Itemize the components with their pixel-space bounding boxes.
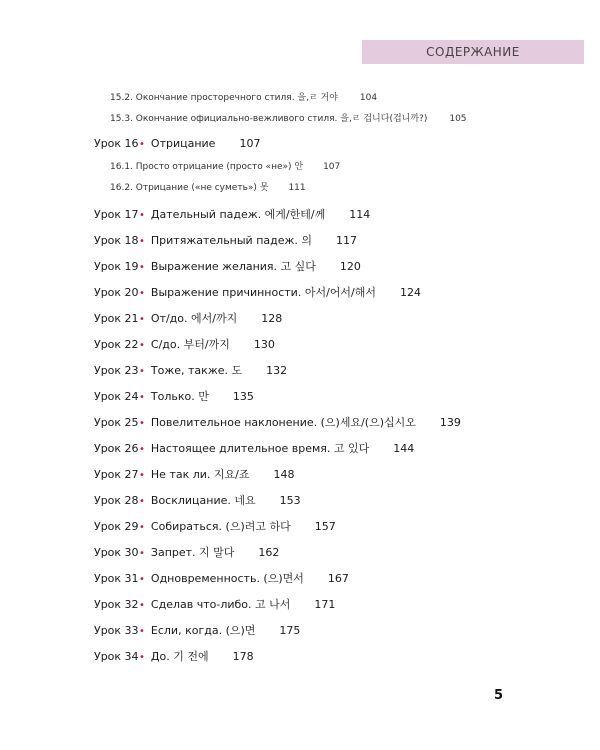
lesson-title: Повелительное наклонение. (으)세요/(으)십시오 [150, 416, 416, 429]
toc-lesson[interactable] [94, 544, 279, 560]
toc-lesson[interactable] [94, 206, 370, 222]
lesson-number: Урок 19 [94, 260, 139, 273]
lesson-page: 124 [400, 286, 421, 299]
lesson-page: 117 [336, 234, 358, 247]
bullet-icon: • [139, 444, 145, 455]
section-header-label: СОДЕРЖАНИЕ [426, 45, 520, 59]
lesson-title: Притяжательный падеж. 의 [150, 234, 313, 247]
lesson-page: 114 [349, 208, 371, 221]
bullet-icon: • [139, 236, 145, 247]
bullet-icon: • [139, 496, 145, 507]
lesson-title: Тоже, также. 도 [150, 364, 243, 377]
subentry-text: 16.1. Просто отрицание (просто «не») 안 [110, 162, 304, 172]
bullet-icon: • [139, 418, 145, 429]
lesson-number: Урок 23 [94, 364, 139, 377]
bullet-icon: • [139, 600, 145, 611]
toc-lesson[interactable] [94, 414, 461, 430]
lesson-page: 128 [261, 312, 283, 325]
bullet-icon: • [139, 340, 145, 351]
lesson-title: Отрицание [150, 137, 216, 150]
lesson-number: Урок 32 [94, 598, 139, 611]
bullet-icon: • [139, 652, 145, 663]
lesson-title: Настоящее длительное время. 고 있다 [150, 442, 370, 455]
toc-lesson[interactable] [94, 336, 275, 352]
toc-subentry[interactable] [110, 159, 340, 172]
lesson-page: 132 [266, 364, 288, 377]
toc-lesson[interactable] [94, 362, 287, 378]
toc-lesson[interactable] [94, 570, 349, 586]
lesson-title: До. 기 전에 [150, 650, 209, 663]
toc-lesson[interactable] [94, 258, 361, 274]
subentry-text: 16.2. Отрицание («не суметь») 못 [110, 183, 269, 193]
lesson-title: Выражение причинности. 아서/어서/해서 [150, 286, 376, 299]
lesson-title: С/до. 부터/까지 [150, 338, 230, 351]
toc-lesson[interactable] [94, 518, 336, 534]
toc-subentry[interactable] [110, 111, 467, 124]
subentry-text: 15.3. Окончание официально-вежливого стиля. 을,ㄹ 겁니다(겁니까?) [110, 114, 428, 124]
lesson-page: 175 [279, 624, 301, 637]
toc-lesson[interactable] [94, 310, 282, 326]
lesson-number: Урок 16 [94, 137, 139, 150]
lesson-title: От/до. 에서/까지 [150, 312, 238, 325]
toc-lesson[interactable] [94, 284, 421, 300]
lesson-page: 162 [258, 546, 280, 559]
lesson-page: 153 [279, 494, 301, 507]
subentry-page: 111 [288, 183, 306, 193]
lesson-page: 139 [439, 416, 461, 429]
bullet-icon: • [139, 626, 145, 637]
toc-lesson[interactable] [94, 232, 357, 248]
page-number: 5 [494, 688, 504, 703]
bullet-icon: • [139, 522, 145, 533]
toc-lesson[interactable] [94, 492, 301, 508]
lesson-page: 144 [393, 442, 415, 455]
toc-lesson[interactable] [94, 388, 254, 404]
lesson-number: Урок 20 [94, 286, 139, 299]
lesson-page: 130 [253, 338, 275, 351]
toc-subentry[interactable] [110, 180, 306, 193]
lesson-number: Урок 28 [94, 494, 139, 507]
lesson-title: Сделав что-либо. 고 나서 [150, 598, 291, 611]
lesson-number: Урок 26 [94, 442, 139, 455]
bullet-icon: • [139, 470, 145, 481]
lesson-number: Урок 30 [94, 546, 139, 559]
lesson-number: Урок 25 [94, 416, 139, 429]
toc-lesson[interactable] [94, 596, 335, 612]
lesson-page: 148 [273, 468, 295, 481]
toc-lesson[interactable] [94, 137, 260, 150]
subentry-page: 105 [449, 114, 467, 124]
bullet-icon: • [139, 314, 145, 325]
toc-lesson[interactable] [94, 466, 295, 482]
toc-lesson[interactable] [94, 440, 414, 456]
lesson-page: 171 [314, 598, 336, 611]
bullet-icon: • [139, 366, 145, 377]
lesson-number: Урок 31 [94, 572, 139, 585]
toc-subentry[interactable] [110, 90, 377, 103]
toc-lesson[interactable] [94, 648, 254, 664]
section-header [362, 40, 584, 64]
lesson-number: Урок 21 [94, 312, 139, 325]
bullet-icon: • [139, 548, 145, 559]
lesson-number: Урок 24 [94, 390, 139, 403]
lesson-title: Дательный падеж. 에게/한테/께 [150, 208, 326, 221]
lesson-number: Урок 34 [94, 650, 139, 663]
lesson-page: 178 [232, 650, 254, 663]
subentry-text: 15.2. Окончание просторечного стиля. 을,ㄹ 거야 [110, 93, 338, 103]
bullet-icon: • [139, 288, 145, 299]
lesson-title: Только. 만 [150, 390, 209, 403]
lesson-title: Восклицание. 네요 [150, 494, 256, 507]
bullet-icon: • [139, 139, 145, 150]
lesson-number: Урок 22 [94, 338, 139, 351]
toc-lesson[interactable] [94, 622, 300, 638]
subentry-page: 107 [323, 162, 341, 172]
lesson-page: 157 [314, 520, 336, 533]
subentry-page: 104 [359, 93, 378, 103]
lesson-number: Урок 18 [94, 234, 139, 247]
lesson-title: Запрет. 지 말다 [150, 546, 235, 559]
bullet-icon: • [139, 392, 145, 403]
lesson-title: Не так ли. 지요/죠 [150, 468, 250, 481]
lesson-title: Если, когда. (으)면 [150, 624, 256, 637]
lesson-number: Урок 29 [94, 520, 139, 533]
lesson-page: 107 [239, 137, 261, 150]
lesson-title: Одновременность. (으)면서 [150, 572, 304, 585]
lesson-number: Урок 17 [94, 208, 139, 221]
bullet-icon: • [139, 262, 145, 273]
lesson-number: Урок 27 [94, 468, 139, 481]
bullet-icon: • [139, 210, 145, 221]
lesson-page: 167 [327, 572, 349, 585]
bullet-icon: • [139, 574, 145, 585]
lesson-page: 120 [339, 260, 361, 273]
lesson-title: Собираться. (으)려고 하다 [150, 520, 291, 533]
lesson-page: 135 [232, 390, 254, 403]
lesson-number: Урок 33 [94, 624, 139, 637]
lesson-title: Выражение желания. 고 싶다 [150, 260, 316, 273]
